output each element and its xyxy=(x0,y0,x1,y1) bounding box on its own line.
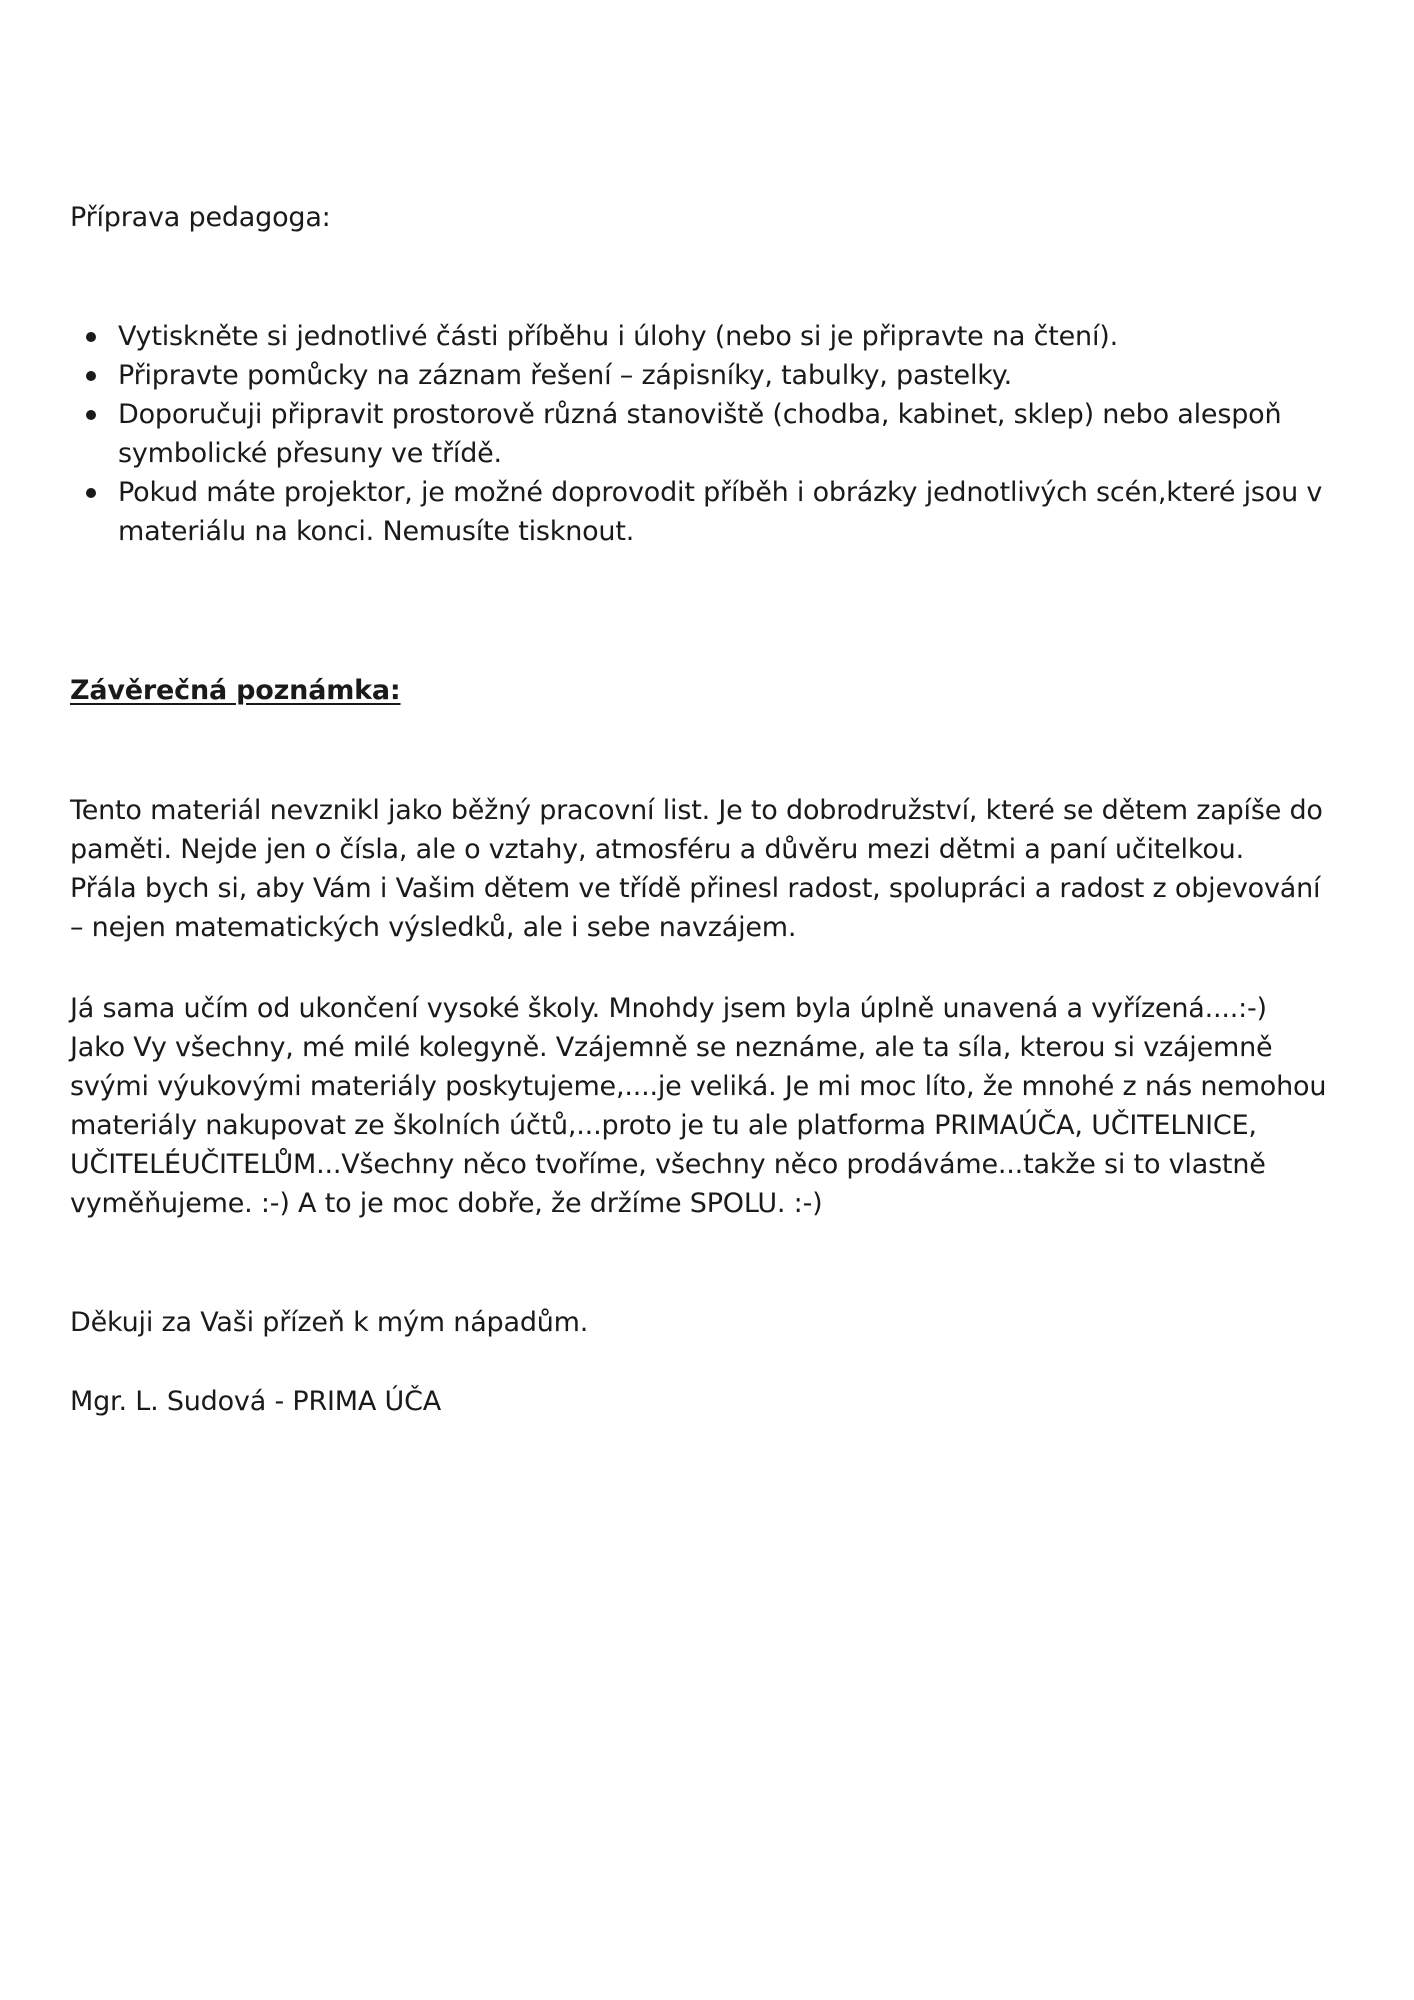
list-item-line: Pokud máte projektor, je možné doprovodit příběh i obrázky jednotlivých scén,které jsou v xyxy=(118,477,1323,508)
list-item xyxy=(70,395,1360,473)
list-item-line: materiálu na konci. Nemusíte tisknout. xyxy=(118,516,635,547)
paragraph-line: materiály nakupovat ze školních účtů,...proto je tu ale platforma PRIMAÚČA, UČITELNICE, xyxy=(70,1110,1257,1141)
bullet-icon xyxy=(86,410,96,420)
list-item-text: Připravte pomůcky na záznam řešení – zápisníky, tabulky, pastelky. xyxy=(118,360,1013,391)
bullet-icon xyxy=(86,371,96,381)
list-item xyxy=(70,317,1360,356)
signature: Mgr. L. Sudová - PRIMA ÚČA xyxy=(70,1386,442,1417)
preparation-list xyxy=(70,317,1360,551)
final-note-paragraph-2 xyxy=(70,989,1350,1223)
bullet-icon xyxy=(86,332,96,342)
paragraph-line: vyměňujeme. :-) A to je moc dobře, že držíme SPOLU. :-) xyxy=(70,1188,823,1219)
final-note-heading: Závěrečná poznámka: xyxy=(70,675,401,706)
paragraph-line: paměti. Nejde jen o čísla, ale o vztahy, atmosféru a důvěru mezi dětmi a paní učitelkou. xyxy=(70,834,1244,865)
paragraph-line: – nejen matematických výsledků, ale i sebe navzájem. xyxy=(70,912,797,943)
list-item xyxy=(70,473,1360,551)
thanks-line: Děkuji za Vaši přízeň k mým nápadům. xyxy=(70,1307,589,1338)
paragraph-line: UČITELÉUČITELŮM...Všechny něco tvoříme, všechny něco prodáváme...takže si to vlastně xyxy=(70,1149,1266,1180)
list-item-line: Doporučuji připravit prostorově různá stanoviště (chodba, kabinet, sklep) nebo alespoň xyxy=(118,399,1282,430)
paragraph-line: Přála bych si, aby Vám i Vašim dětem ve třídě přinesl radost, spolupráci a radost z objevování xyxy=(70,873,1321,904)
paragraph-line: Já sama učím od ukončení vysoké školy. Mnohdy jsem byla úplně unavená a vyřízená....:-) xyxy=(70,993,1267,1024)
list-item-line: symbolické přesuny ve třídě. xyxy=(118,438,502,469)
final-note-paragraph-1 xyxy=(70,791,1350,947)
paragraph-line: svými výukovými materiály poskytujeme,....je veliká. Je mi moc líto, že mnohé z nás nemohou xyxy=(70,1071,1327,1102)
list-item-text: Vytiskněte si jednotlivé části příběhu i úlohy (nebo si je připravte na čtení). xyxy=(118,321,1118,352)
paragraph-line: Jako Vy všechny, mé milé kolegyně. Vzájemně se neznáme, ale ta síla, kterou si vzájemně xyxy=(70,1032,1273,1063)
bullet-icon xyxy=(86,488,96,498)
list-item xyxy=(70,356,1360,395)
preparation-heading: Příprava pedagoga: xyxy=(70,202,331,233)
paragraph-line: Tento materiál nevznikl jako běžný pracovní list. Je to dobrodružství, které se dětem zapíše do xyxy=(70,795,1323,826)
